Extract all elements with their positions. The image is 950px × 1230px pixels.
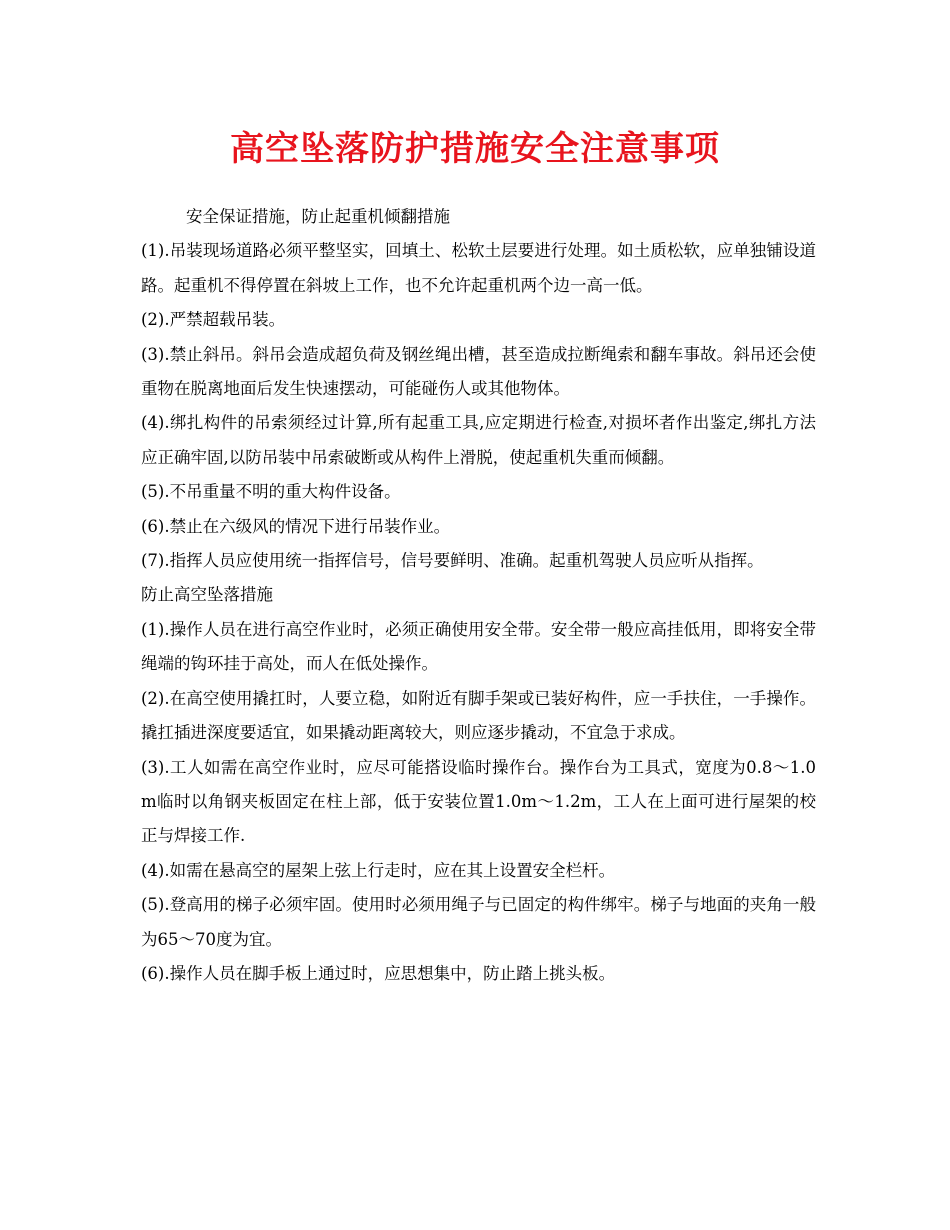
paragraph: (1).吊装现场道路必须平整坚实，回填土、松软土层要进行处理。如土质松软，应单独铺设道路。起重机不得停置在斜坡上工作，也不允许起重机两个边一高一低。	[141, 241, 816, 295]
paragraph: (6).操作人员在脚手板上通过时，应思想集中，防止踏上挑头板。	[141, 963, 616, 983]
paragraph: (1).操作人员在进行高空作业时，必须正确使用安全带。安全带一般应高挂低用，即将安全带绳端的钩环挂于高处，而人在低处操作。	[141, 619, 816, 674]
paragraph: (5).不吊重量不明的重大构件设备。	[141, 482, 401, 502]
paragraph: (4).如需在悬高空的屋架上弦上行走时，应在其上设置安全栏杆。	[141, 860, 616, 880]
paragraph: (5).登高用的梯子必须牢固。使用时必须用绳子与已固定的构件绑牢。梯子与地面的夹角一般为65～70度为宜。	[141, 895, 816, 949]
section-heading-crane: 安全保证措施，防止起重机倾翻措施	[186, 207, 450, 226]
document-body	[141, 200, 816, 991]
paragraph: (2).严禁超载吊装。	[141, 310, 286, 330]
document-title: 高空坠落防护措施安全注意事项	[230, 129, 720, 169]
paragraph: (2).在高空使用撬扛时，人要立稳，如附近有脚手架或已装好构件，应一手扶住，一手操作。撬扛插进深度要适宜，如果撬动距离较大，则应逐步撬动，不宜急于求成。	[141, 688, 816, 743]
paragraph: (6).禁止在六级风的情况下进行吊装作业。	[141, 516, 451, 536]
paragraph: (4).绑扎构件的吊索须经过计算,所有起重工具,应定期进行检查,对损坏者作出鉴定,绑扎方法应正确牢固,以防吊装中吊索破断或从构件上滑脱，使起重机失重而倾翻。	[141, 413, 816, 467]
section-heading-fall: 防止高空坠落措施	[141, 585, 273, 605]
paragraph: (7).指挥人员应使用统一指挥信号，信号要鲜明、准确。起重机驾驶人员应听从指挥。	[141, 551, 764, 571]
paragraph: (3).工人如需在高空作业时，应尽可能搭设临时操作台。操作台为工具式，宽度为0.8～1.0 m临时以角钢夹板固定在柱上部，低于安装位置1.0m～1.2m，工人在上面可进行屋架的校正与焊接工作.	[141, 757, 816, 846]
paragraph: (3).禁止斜吊。斜吊会造成超负荷及钢丝绳出槽，甚至造成拉断绳索和翻车事故。斜吊还会使重物在脱离地面后发生快速摆动，可能碰伤人或其他物体。	[141, 344, 816, 399]
